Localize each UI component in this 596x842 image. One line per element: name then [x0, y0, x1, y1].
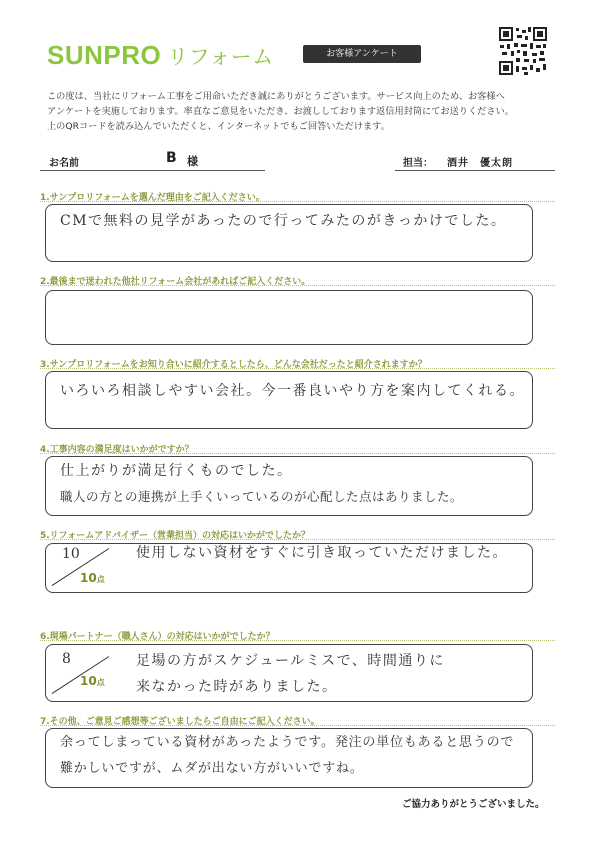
question-1-answer-line-1: CMで無料の見学があったので行ってみたのがきっかけでした。: [60, 213, 507, 229]
question-6-answer-line-2: 来なかった時がありました。: [136, 679, 338, 695]
logo-brand: SUNPRO: [47, 40, 162, 70]
question-3-label: 3.サンプロリフォームをお知り合いに紹介するとしたら、どんな会社だったと紹介されますか？: [40, 360, 427, 370]
question-6-score[interactable]: 8: [62, 651, 71, 667]
question-6-rule: [40, 640, 555, 641]
customer-name-value[interactable]: B: [166, 150, 177, 166]
question-7-label: 7.その他、ご意見ご感想等ございましたらご自由にご記入ください。: [40, 717, 320, 727]
question-5-answer-line-1: 使用しない資材をすぐに引き取っていただけました。: [136, 545, 508, 561]
question-1-label: 1.サンプロリフォームを選んだ理由をご記入ください。: [40, 193, 265, 203]
charge-underline: [395, 170, 555, 171]
logo-sub: リフォーム: [167, 45, 274, 69]
question-7-answer-line-2: 難かしいですが、ムダが出ない方がいいですね。: [60, 761, 364, 776]
question-2-answer-box[interactable]: [45, 290, 533, 345]
question-3-rule: [40, 368, 555, 369]
qr-code-icon: [498, 26, 548, 76]
question-3-answer-line-1: いろいろ相談しやすい会社。今一番良いやり方を案内してくれる。: [60, 383, 525, 399]
question-6-score-max: 10点: [80, 674, 105, 688]
sunpro-logo: [47, 40, 274, 71]
question-7-rule: [40, 725, 555, 726]
question-4-label: 4.工事内容の満足度はいかがですか？: [40, 445, 194, 455]
customer-name-label: お名前: [49, 158, 79, 169]
question-5-label: 5.リフォームアドバイザー（営業担当）の対応はいかがでしたか？: [40, 531, 311, 541]
customer-name-suffix: 様: [187, 155, 198, 168]
question-7-answer-line-1: 余ってしまっている資材があったようです。発注の単位もあると思うので: [60, 735, 515, 750]
question-6-answer-line-1: 足場の方がスケジュールミスで、時間通りに: [136, 653, 445, 669]
intro-text: この度は、当社にリフォーム工事をご用命いただき誠にありがとうございます。サービス向上のため、お客様へ アンケートを実施しております。率直なご意見をいただき、お渡ししております返信用封筒にてお送りください。 上のQRコードを読み込んでいただくと、インターネットでもご回答いただけます。: [47, 91, 514, 132]
thanks-message: ご協力ありがとうございました。: [402, 799, 545, 810]
question-6-label: 6.現場パートナー（職人さん）の対応はいかがでしたか？: [40, 632, 275, 642]
question-5-score-max: 10点: [80, 571, 105, 585]
charge-value: 酒井 優太朗: [447, 158, 513, 169]
question-1-rule: [40, 201, 555, 202]
question-2-rule: [40, 285, 555, 286]
question-5-score[interactable]: 10: [62, 546, 80, 562]
question-4-rule: [40, 453, 555, 454]
customer-name-underline: [40, 170, 265, 171]
charge-label: 担当：: [403, 158, 433, 169]
question-4-answer-line-1: 仕上がりが満足行くものでした。: [60, 463, 293, 479]
question-4-answer-line-2: 職人の方との連携が上手くいっているのが心配した点はありました。: [60, 489, 464, 504]
survey-badge: お客様アンケート: [303, 45, 421, 63]
question-2-label: 2.最後まで迷われた他社リフォーム会社があればご記入ください。: [40, 277, 311, 287]
